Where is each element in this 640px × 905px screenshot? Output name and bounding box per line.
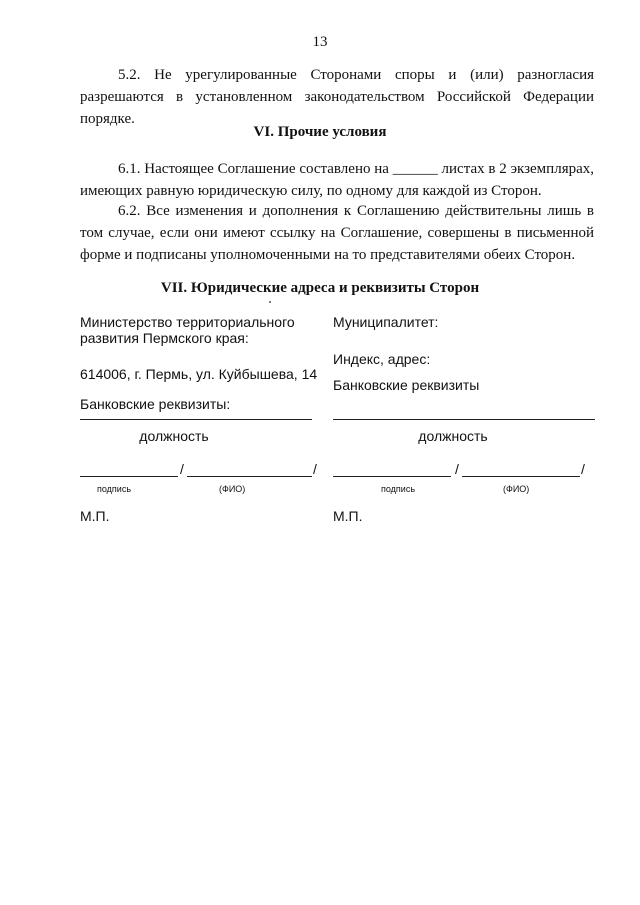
right-stamp-place: М.П. [333, 508, 363, 524]
right-bank-line [333, 419, 595, 420]
left-bank-line [80, 419, 312, 420]
left-fio-caption: (ФИО) [219, 484, 246, 494]
right-slash-1: / [455, 461, 459, 477]
left-slash-2: / [313, 461, 317, 477]
left-signature-caption: подпись [97, 484, 132, 494]
section-7-title: VII. Юридические адреса и реквизиты Сторон [160, 280, 480, 296]
right-position-label: должность [418, 428, 488, 444]
right-signature-caption: подпись [381, 484, 416, 494]
left-party-name: Министерство территориального развития Пермского края: [80, 314, 295, 346]
right-fio-caption: (ФИО) [503, 484, 530, 494]
right-party-address: Индекс, адрес: [333, 351, 431, 367]
section-6-title: VI. Прочие условия [253, 124, 387, 140]
right-signature-line [333, 476, 451, 477]
left-signature-line [80, 476, 178, 477]
paragraph-6-2: 6.2. Все изменения и дополнения к Соглашению действительны лишь в том случае, если они имеют ссылку на Соглашение, совершены в письменной форме и подписаны уполномоченными на то представителями обеих Сторон. [80, 203, 594, 263]
left-slash-1: / [180, 461, 184, 477]
right-party-name: Муниципалитет: [333, 314, 439, 330]
paragraph-5-2: 5.2. Не урегулированные Сторонами споры и (или) разногласия разрешаются в установленном законодательством Российской Федерации порядке. [80, 67, 594, 127]
left-stamp-place: М.П. [80, 508, 110, 524]
right-fio-line [462, 476, 580, 477]
right-party-bank-label: Банковские реквизиты [333, 377, 480, 393]
left-position-label: должность [139, 428, 209, 444]
right-slash-2: / [581, 461, 585, 477]
left-party-address: 614006, г. Пермь, ул. Куйбышева, 14 [80, 366, 318, 382]
paragraph-6-1: 6.1. Настоящее Соглашение составлено на ______ листах в 2 экземплярах, имеющих равную юридическую силу, по одному для каждой из Сторон. [80, 161, 594, 199]
left-fio-line [187, 476, 312, 477]
left-party-bank-label: Банковские реквизиты: [80, 396, 231, 412]
speck-mark [269, 301, 271, 303]
page-number: 13 [312, 34, 328, 50]
